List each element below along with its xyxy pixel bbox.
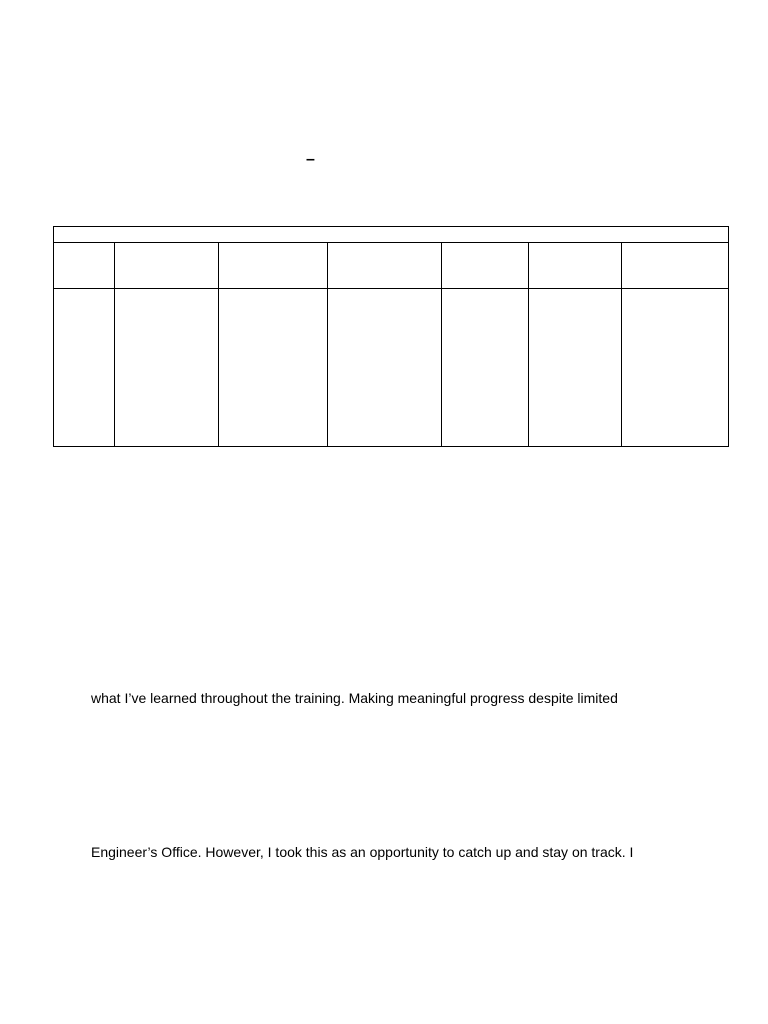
table-cell [54, 289, 115, 447]
table-cell [442, 289, 529, 447]
table-header-cell [529, 243, 622, 289]
paragraph-line: what I’ve learned throughout the training. Making meaningful progress despite limited [91, 690, 618, 706]
table-header-cell [219, 243, 328, 289]
table-cell [622, 289, 729, 447]
table-header-row [54, 243, 729, 289]
table-header-cell [622, 243, 729, 289]
table-header-cell [115, 243, 219, 289]
paragraph-line: Engineer’s Office. However, I took this as an opportunity to catch up and stay on track. I [91, 844, 634, 860]
title-dash: – [306, 151, 315, 168]
table-header-cell [328, 243, 442, 289]
table-cell [115, 289, 219, 447]
table-cell [529, 289, 622, 447]
table-header-cell [54, 243, 115, 289]
table-header-cell [442, 243, 529, 289]
table-cell [328, 289, 442, 447]
table-cell [219, 289, 328, 447]
table-caption-cell [54, 227, 729, 243]
table-row [54, 289, 729, 447]
table-caption-row [54, 227, 729, 243]
report-table [53, 226, 729, 447]
